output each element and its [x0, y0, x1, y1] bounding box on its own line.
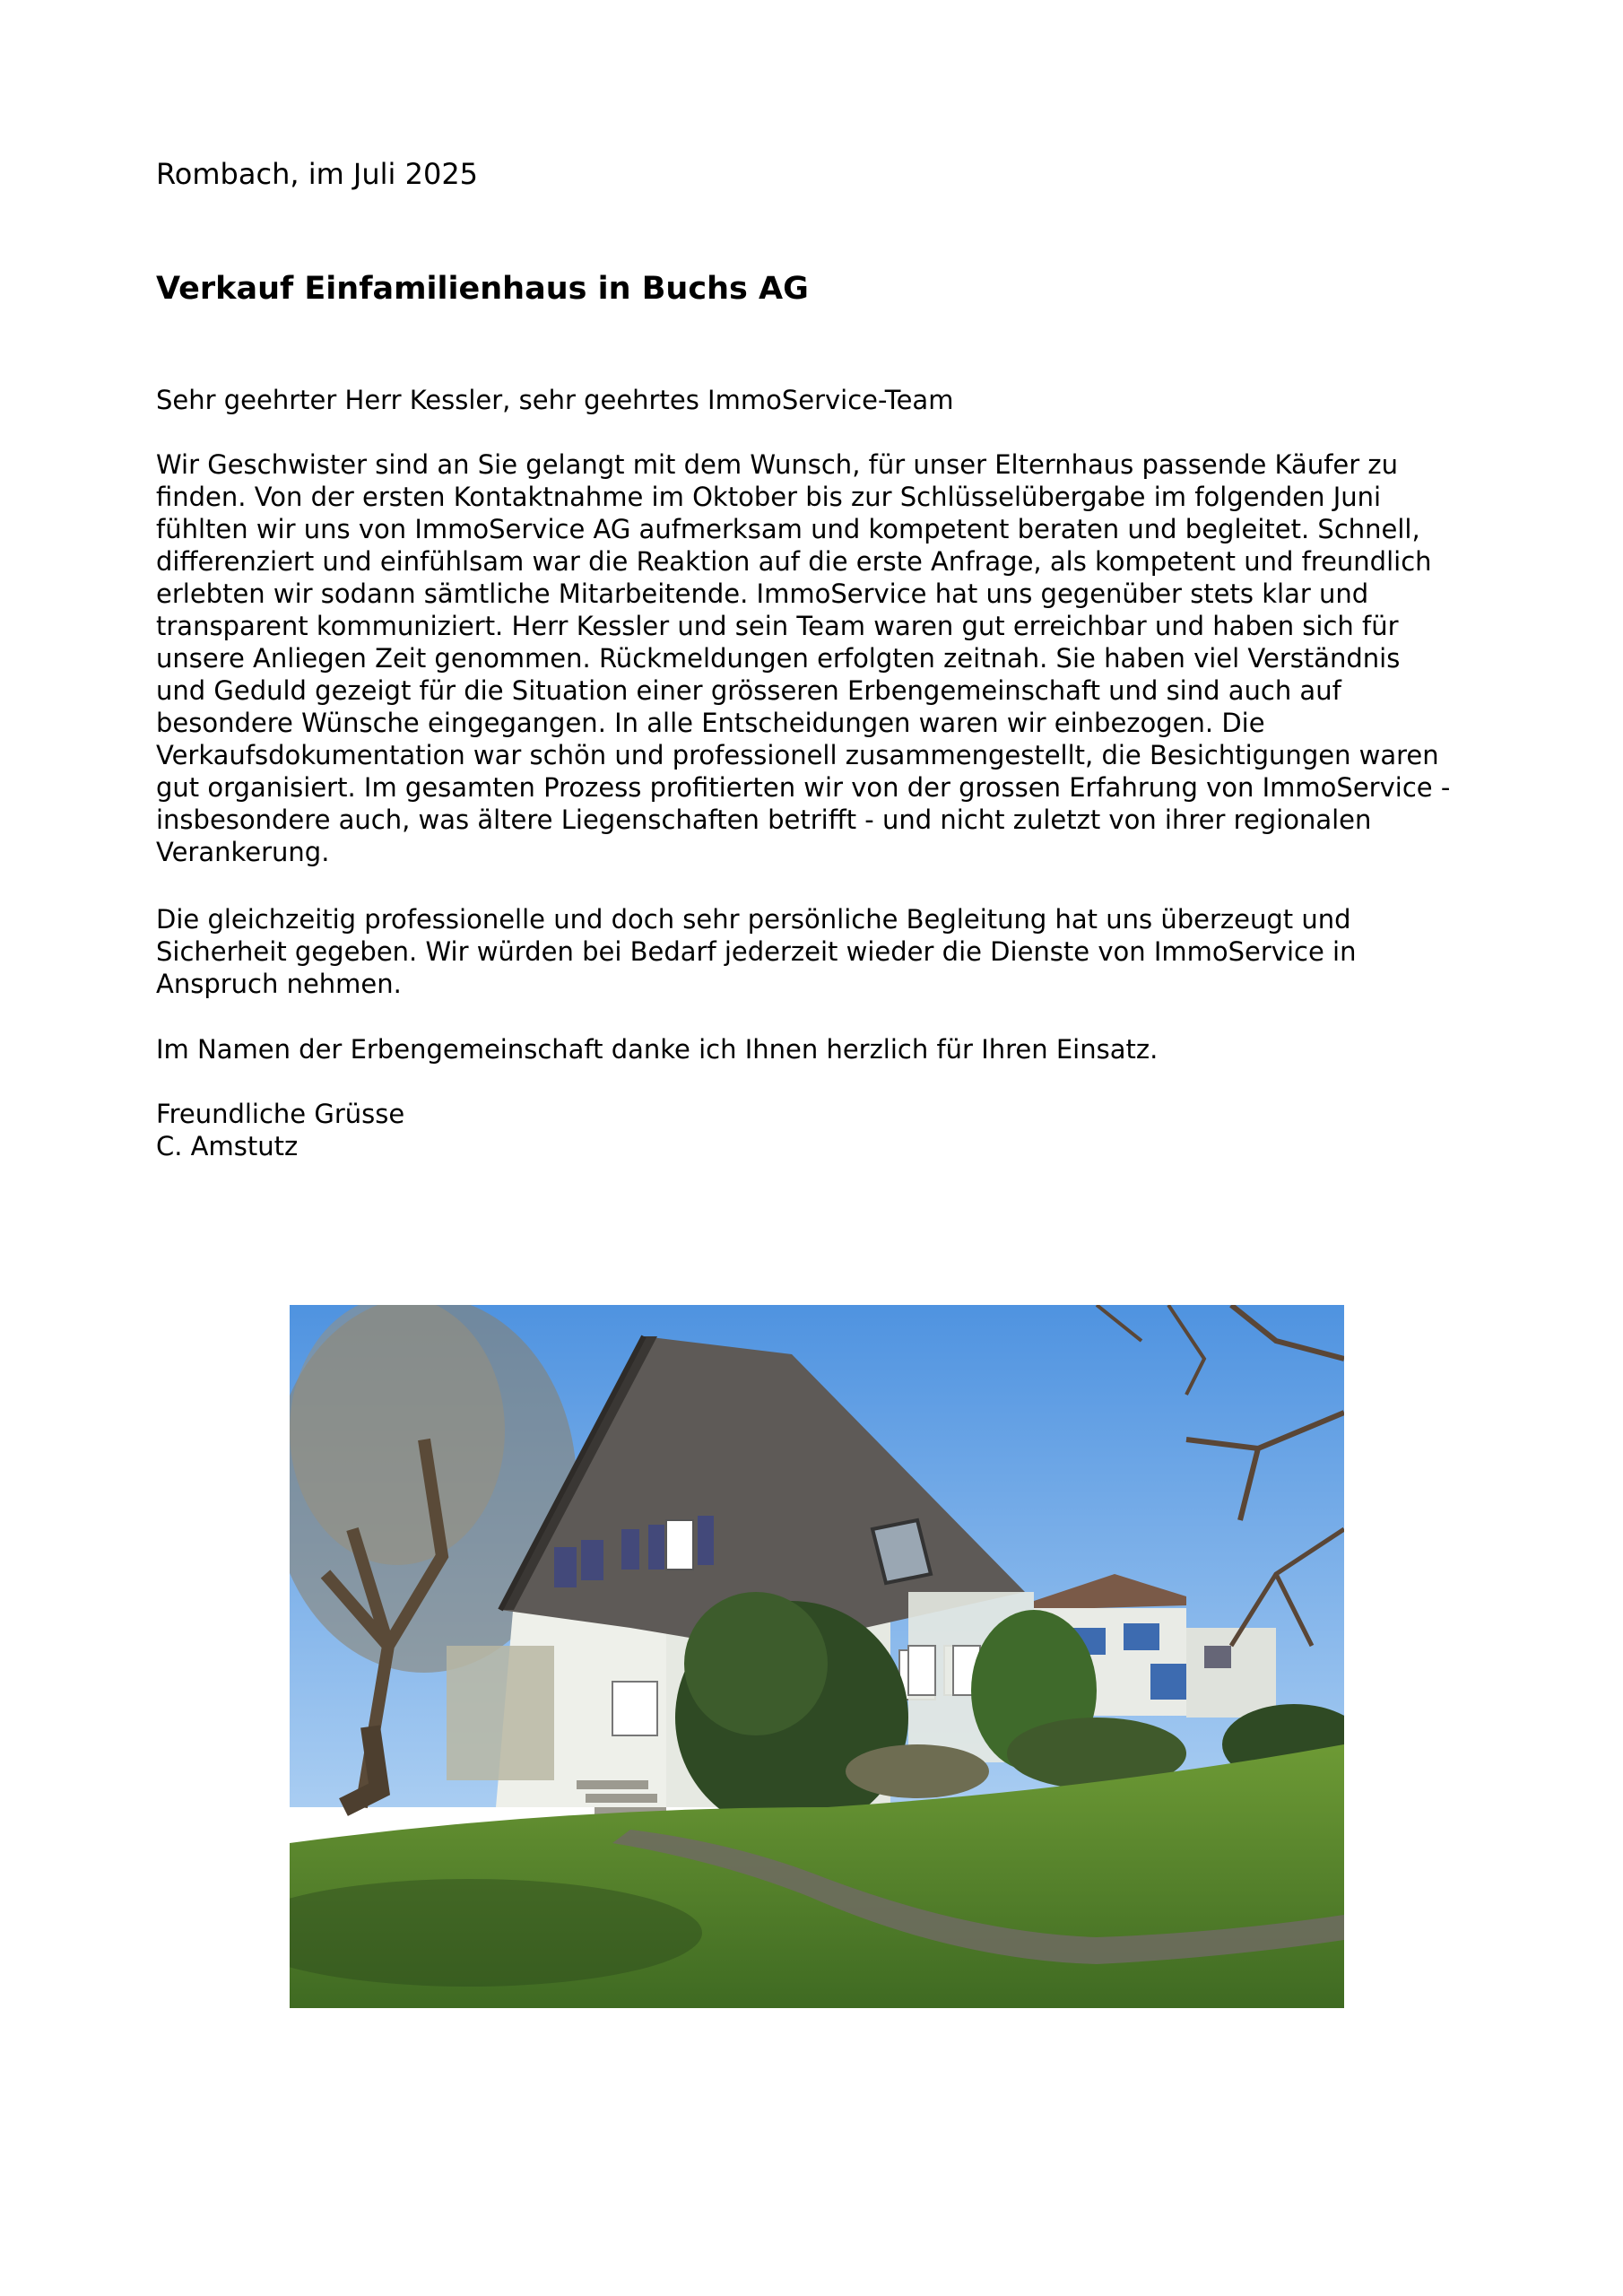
paragraph-line: Sicherheit gegeben. Wir würden bei Bedarf jederzeit wieder die Dienste von ImmoService in [156, 936, 1357, 967]
paragraph-3 [156, 1033, 1158, 1065]
paragraph-line: gut organisiert. Im gesamten Prozess profitierten wir von der grossen Erfahrung von ImmoService - [156, 772, 1451, 803]
paragraph-line: Verkaufsdokumentation war schön und professionell zusammengestellt, die Besichtigungen waren [156, 740, 1439, 770]
paragraph-line: Im Namen der Erbengemeinschaft danke ich Ihnen herzlich für Ihren Einsatz. [156, 1034, 1159, 1065]
signature-name: C. Amstutz [156, 1131, 299, 1161]
paragraph-line: Die gleichzeitig professionelle und doch sehr persönliche Begleitung hat uns überzeugt und [156, 904, 1351, 935]
paragraph-line: und Geduld gezeigt für die Situation einer grösseren Erbengemeinschaft und sind auch auf [156, 675, 1341, 706]
subject-heading: Verkauf Einfamilienhaus in Buchs AG [156, 271, 809, 307]
dateline: Rombach, im Juli 2025 [156, 157, 479, 191]
paragraph-line: besondere Wünsche eingegangen. In alle Entscheidungen waren wir einbezogen. Die [156, 708, 1265, 738]
paragraph-line: differenziert und einfühlsam war die Reaktion auf die erste Anfrage, als kompetent und freundlich [156, 546, 1432, 577]
paragraph-1 [156, 448, 1450, 868]
paragraph-line: erlebten wir sodann sämtliche Mitarbeitende. ImmoService hat uns gegenüber stets klar und [156, 578, 1369, 609]
paragraph-line: fühlten wir uns von ImmoService AG aufmerksam und kompetent beraten und begleitet. Schnell, [156, 514, 1420, 544]
closing-block [156, 1098, 404, 1162]
paragraph-2 [156, 903, 1356, 1000]
paragraph-line: insbesondere auch, was ältere Liegenschaften betrifft - und nicht zuletzt von ihrer regionalen [156, 804, 1372, 835]
paragraph-line: Anspruch nehmen. [156, 969, 402, 999]
house-photo [290, 1305, 1344, 2008]
paragraph-line: transparent kommuniziert. Herr Kessler und sein Team waren gut erreichbar und haben sich für [156, 611, 1399, 641]
paragraph-line: Verankerung. [156, 837, 330, 867]
paragraph-line: Wir Geschwister sind an Sie gelangt mit dem Wunsch, für unser Elternhaus passende Käufer zu [156, 449, 1398, 480]
salutation: Sehr geehrter Herr Kessler, sehr geehrtes ImmoService-Team [156, 385, 954, 415]
paragraph-line: unsere Anliegen Zeit genommen. Rückmeldungen erfolgten zeitnah. Sie haben viel Verständnis [156, 643, 1401, 674]
closing-greeting: Freundliche Grüsse [156, 1099, 405, 1129]
paragraph-line: finden. Von der ersten Kontaktnahme im Oktober bis zur Schlüsselübergabe im folgenden Juni [156, 482, 1382, 512]
